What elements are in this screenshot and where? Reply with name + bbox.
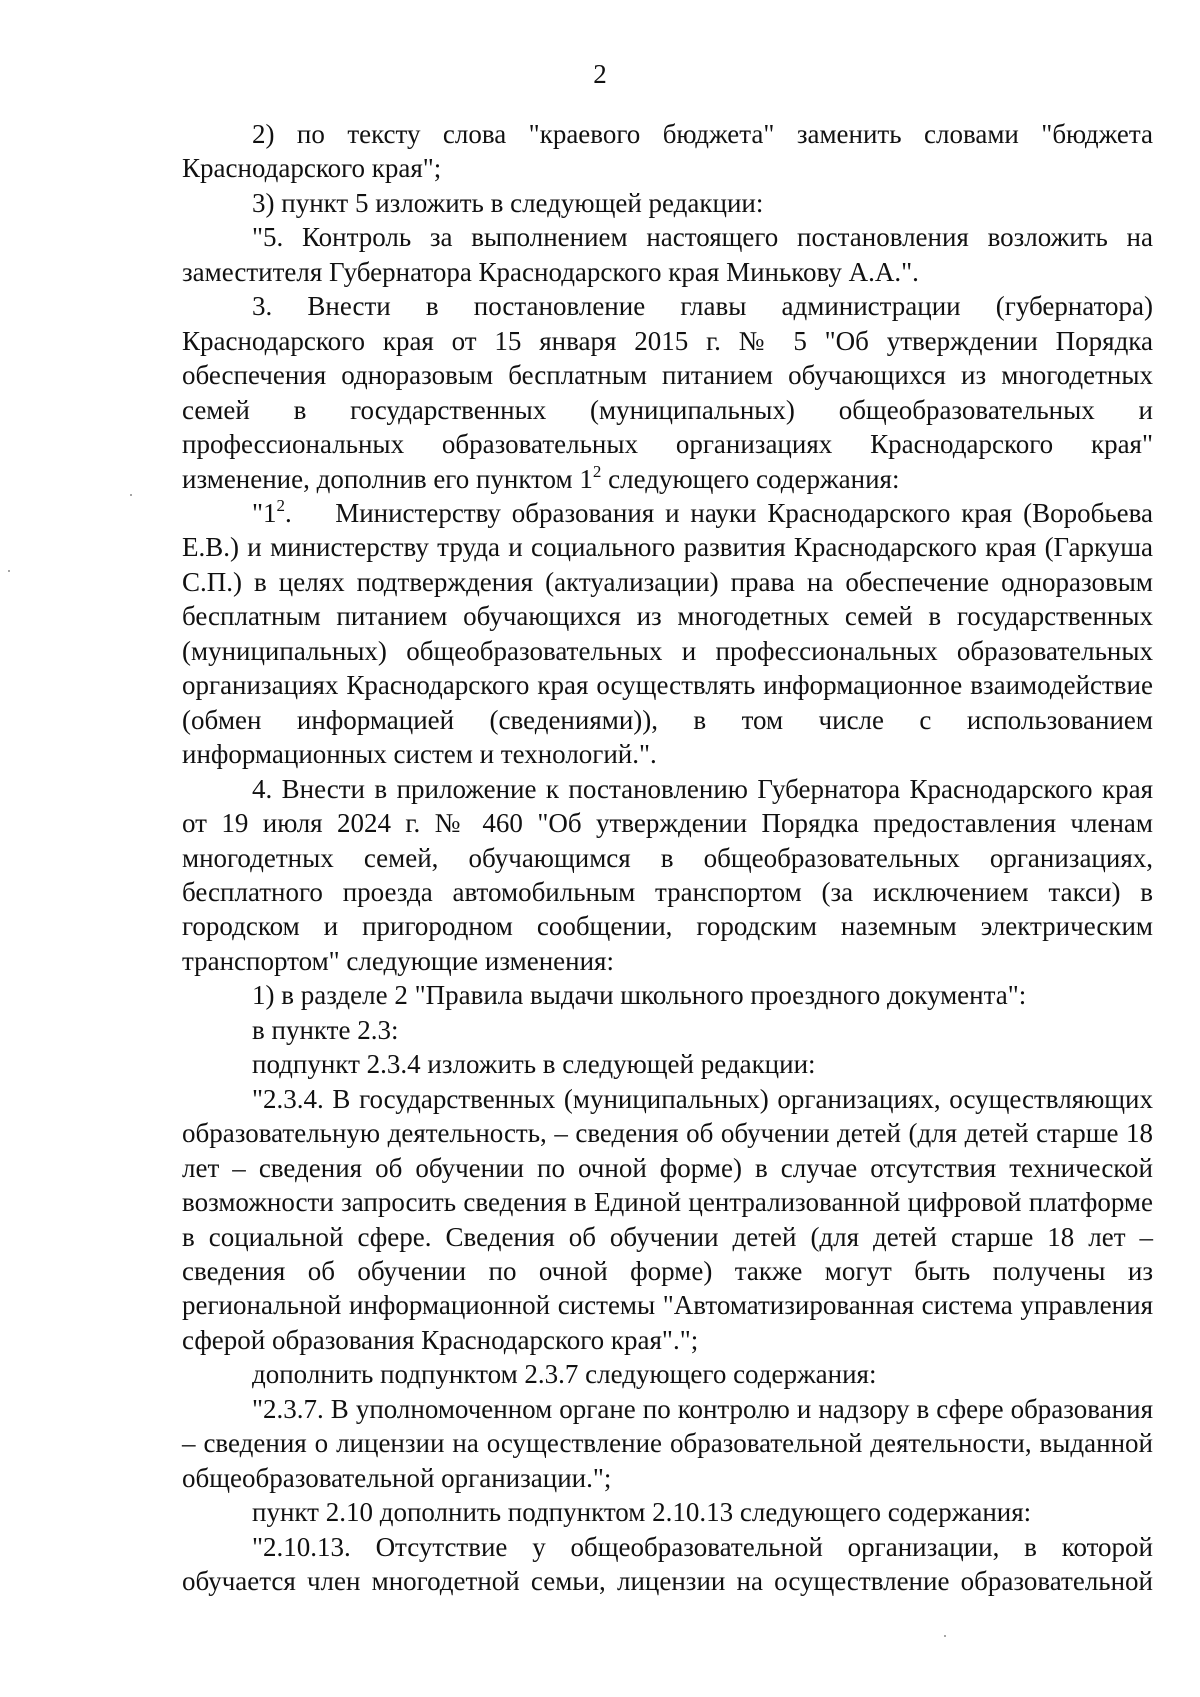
paragraph: 3) пункт 5 изложить в следующей редакции: bbox=[252, 187, 764, 218]
page-number: 2 bbox=[593, 59, 607, 89]
scan-speck bbox=[130, 494, 132, 496]
document-body bbox=[182, 117, 1153, 1598]
paragraph: "2.10.13. Отсутствие у общеобразовательной организации, в которой обучается член многодетной семьи, лицензии на осуществление образовательной bbox=[182, 1531, 1153, 1597]
paragraph-text: Министерству образования и науки Краснодарского края (Воробьева Е.В.) и министерству труда и социального развития Краснодарского края (Гаркуша С.П.) в целях подтверждения (актуализации) права на обеспечение одноразовым бесплатным питанием обучающихся из многодетных семей в государственных (муниципальных) общеобразовательных и профессиональных образовательных организациях Краснодарского края осуществлять информационное взаимодействие (обмен информацией (сведениями)), в том числе с использованием информационных систем и технологий.". bbox=[182, 497, 1153, 770]
scan-speck bbox=[8, 570, 10, 572]
paragraph-tail: следующего содержания: bbox=[608, 463, 900, 494]
paragraph: "2.3.4. В государственных (муниципальных) организациях, осуществляющих образовательную деятельность, – сведения об обучении детей (для детей старше 18 лет – сведения об обучении по очной форме) в случае отсутствия технической возможности запросить сведения в Единой централизованной цифровой платформе в социальной сфере. Сведения об обучении детей (для детей старше 18 лет – сведения об обучении по очной форме) также могут быть получены из региональной информационной системы "Автоматизированная система управления сферой образования Краснодарского края"."; bbox=[182, 1083, 1153, 1355]
scan-speck bbox=[944, 1635, 946, 1637]
item-dot: . bbox=[285, 497, 292, 528]
paragraph: дополнить подпунктом 2.3.7 следующего содержания: bbox=[252, 1359, 877, 1390]
paragraph: "5. Контроль за выполнением настоящего постановления возложить на заместителя Губернатора Краснодарского края Минькову А.А.". bbox=[182, 222, 1153, 287]
paragraph: 2) по тексту слова "краевого бюджета" заменить словами "бюджета Краснодарского края"; bbox=[182, 119, 1153, 184]
paragraph: в пункте 2.3: bbox=[252, 1014, 399, 1045]
paragraph: 4. Внести в приложение к постановлению Губернатора Краснодарского края от 19 июля 2024 г. № 460 "Об утверждении Порядка предоставления членам многодетных семей, обучающимся в общеобразовательных организациях, бесплатного проезда автомобильным транспортом (за исключением такси) в городском и пригородном сообщении, городским наземным электрическим транспортом" следующие изменения: bbox=[182, 773, 1153, 976]
item-superscript: 2 bbox=[592, 461, 602, 481]
paragraph: "2.3.7. В уполномоченном органе по контролю и надзору в сфере образования – сведения о лицензии на осуществление образовательной деятельности, выданной общеобразовательной организации."; bbox=[182, 1393, 1153, 1493]
item-number: "1 bbox=[252, 497, 277, 528]
paragraph-item-1-2 bbox=[182, 496, 1153, 772]
paragraph: подпункт 2.3.4 изложить в следующей редакции: bbox=[252, 1049, 816, 1080]
item-superscript: 2 bbox=[276, 495, 286, 515]
item-number: 1 bbox=[579, 463, 593, 494]
paragraph bbox=[182, 289, 1153, 496]
paragraph: 1) в разделе 2 "Правила выдачи школьного проездного документа": bbox=[252, 980, 1027, 1011]
paragraph: пункт 2.10 дополнить подпунктом 2.10.13 следующего содержания: bbox=[252, 1497, 1032, 1528]
paragraph-text: 3. Внести в постановление главы администрации (губернатора) Краснодарского края от 15 января 2015 г. № 5 "Об утверждении Порядка обеспечения одноразовым бесплатным питанием обучающихся из многодетных семей в государственных (муниципальных) общеобразовательных и профессиональных образовательных организациях Краснодарского края" изменение, дополнив его пунктом bbox=[182, 291, 1153, 494]
